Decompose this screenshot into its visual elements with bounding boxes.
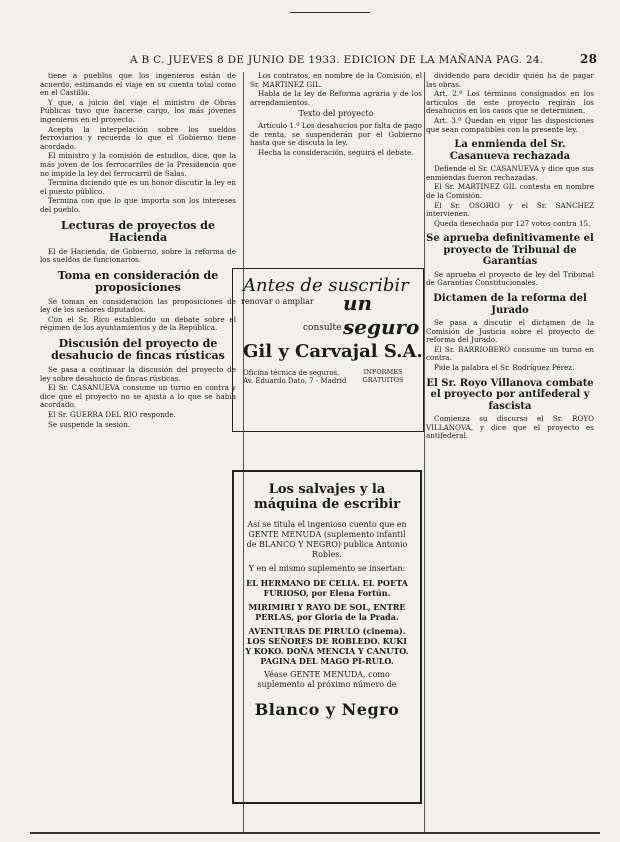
col3-paragraph: Art. 3.º Quedan en vigor las disposiciones que sean compatibles con la presente ley.	[426, 115, 594, 134]
col3-paragraph: Se aprueba el proyecto de ley del Tribunal de Garantías Constitucionales.	[426, 269, 594, 288]
column-3	[426, 72, 594, 842]
insurance-ad	[232, 268, 424, 432]
ad-line: renovar o ampliar	[241, 297, 314, 306]
ad2-item: AVENTURAS DE PIRULO (cinema). LOS SEÑORES DE ROBLEDO. KUKI Y KOKO. DOÑA MENCIA Y CANUTO. PAGINA DEL MAGO PI-RULO.	[245, 626, 409, 666]
col1-paragraph: Termina con que lo que importa son los intereses del pueblo.	[40, 196, 236, 214]
bottom-rule	[30, 832, 600, 834]
ad-address: Oficina técnica de seguros. Av. Eduardo Dato, 7 - Madrid	[243, 369, 347, 385]
ad-informes: INFORMES GRATUITOS	[362, 368, 404, 384]
top-mark	[290, 12, 370, 13]
ad-line: consulte a	[303, 323, 350, 333]
col1-paragraph: Acepta la interpelación sobre los sueldos ferroviarios y recuerda lo que el Gobierno tiene acordado.	[40, 124, 236, 151]
col2-paragraph: Artículo 1.º Los desahucios por falta de pago de renta, se suspenderán por el Gobierno hasta que se discuta la ley.	[250, 120, 422, 148]
headline-toma: Toma en consideración de proposiciones	[57, 268, 219, 294]
headline-tribunal: Se aprueba definitivamente el proyecto de Tribunal de Garantías	[426, 233, 594, 268]
ad2-body: Véase GENTE MENUDA, como suplemento al próximo número de	[257, 670, 397, 689]
col3-paragraph: Defiende el Sr. CASANUEVA y dice que sus enmiendas fueron rechazadas.	[426, 164, 594, 182]
column-rule	[424, 72, 425, 832]
blanco-y-negro-ad	[232, 470, 422, 804]
headline-lecturas: Lecturas de proyectos de Hacienda	[60, 218, 216, 244]
col3-paragraph: El Sr. BARRIOBERO consume un turno en contra.	[426, 344, 594, 363]
col1-paragraph: Y que, a juicio del viaje el ministro de Obras Públicas tuvo que hacerse cargo, los más jóvenes ingenieros en el proyecto.	[40, 97, 236, 124]
col3-paragraph: dividendo para decidir quién ha de pagar las obras.	[426, 72, 594, 89]
col3-paragraph: Se pasa a discutir el dictamen de la Comisión de Justicia sobre el proyecto de reforma del Jurado.	[426, 318, 594, 345]
col1-paragraph: Se toman en consideración las proposiciones de ley de los señores diputados.	[40, 296, 236, 315]
col1-paragraph: tiene a pueblos que los ingenieros están de acuerdo, estimando el viaje en su cuenta total como en el Castillo.	[40, 72, 236, 98]
col3-paragraph: Pide la palabra el Sr. Rodríguez Pérez.	[434, 362, 575, 372]
col1-paragraph: El de Hacienda, de Gobierno, sobre la reforma de los sueldos de funcionarios.	[40, 246, 236, 265]
header-line: A B C. JUEVES 8 DE JUNIO DE 1933. EDICION DE LA MAÑANA PAG. 24.	[130, 54, 544, 66]
col3-paragraph: Comienza su discurso el Sr. ROYO VILLANOVA, y dice que el proyecto es antifederal.	[426, 414, 594, 441]
col1-paragraph: El Sr. GUERRA DEL RIO responde.	[48, 410, 176, 420]
headline-royo: El Sr. Royo Villanova combate el proyecto por antifederal y fascista	[426, 377, 594, 412]
headline-desahucio: Discusión del proyecto de desahucio de fincas rústicas	[51, 337, 225, 363]
subheading-texto: Texto del proyecto	[298, 109, 374, 119]
ad2-title: Los salvajes y la máquina de escribir	[253, 482, 401, 512]
col1-paragraph: Se pasa a continuar la discusión del proyecto de ley sobre desahucio de fincas rústicas.	[40, 365, 236, 383]
col3-paragraph: El Sr. MARTINEZ GIL contesta en nombre de la Comisión.	[426, 182, 594, 200]
ad-line: Antes de suscribir	[243, 275, 409, 296]
col3-paragraph: Art. 2.º Los términos consignados en los artículos de este proyecto regirán los desahucios en los casos que se determinen.	[426, 89, 594, 116]
headline-jurado: Dictamen de la reforma del Jurado	[433, 293, 587, 316]
page-number: 28	[580, 52, 598, 66]
ad2-item: MIRIMIRI Y RAYO DE SOL, ENTRE PERLAS, por Gloria de la Prada.	[248, 602, 406, 622]
ad2-body: Y en el mismo suplemento se insertan:	[248, 564, 406, 573]
col2-paragraph: Los contratos, en nombre de la Comisión, el Sr. MARTINEZ GIL.	[250, 72, 422, 89]
ad2-body: Así se titula el ingenioso cuento que en GENTE MENUDA (suplemento infantil de BLANCO Y NEGRO) publica Antonio Robles.	[246, 520, 408, 559]
col3-paragraph: Queda desechada por 127 votos contra 15.	[434, 218, 591, 228]
col3-paragraph: El Sr. OSORIO y el Sr. SANCHEZ intervienen.	[426, 200, 594, 219]
ad-line: un seguro	[343, 291, 420, 339]
column-1	[40, 72, 236, 842]
ad-company: Gil y Carvajal S.A.	[243, 341, 423, 362]
col1-paragraph: Con el Sr. Rico establecido un debate sobre el régimen de los ayuntamientos y de la República.	[40, 314, 236, 333]
col1-paragraph: Se suspende la sesión.	[48, 419, 131, 429]
col1-paragraph: El Sr. CASANUEVA consume un turno en contra y dice que el proyecto no se ajusta a lo que se había acordado.	[40, 383, 236, 410]
headline-enmienda: La enmienda del Sr. Casanueva rechazada	[449, 139, 571, 162]
ad2-footer: Blanco y Negro	[254, 700, 400, 719]
col1-paragraph: El ministro y la comisión de estudios, dice, que la más joven de los ferrocarriles de la Presidencia que no impide la ley del ferrocarril de Salas.	[40, 151, 236, 178]
col1-paragraph: Termina diciendo que es un honor discutir la ley en el puesto público.	[40, 178, 236, 196]
col2-paragraph: Habla de la ley de Reforma agraria y de los arrendamientos.	[250, 89, 422, 107]
page-header	[20, 50, 600, 72]
col2-paragraph: Hecha la consideración, seguirá el debate.	[258, 147, 414, 157]
ad2-item: EL HERMANO DE CELIA. EL POETA FURIOSO, por Elena Fortún.	[246, 578, 408, 598]
